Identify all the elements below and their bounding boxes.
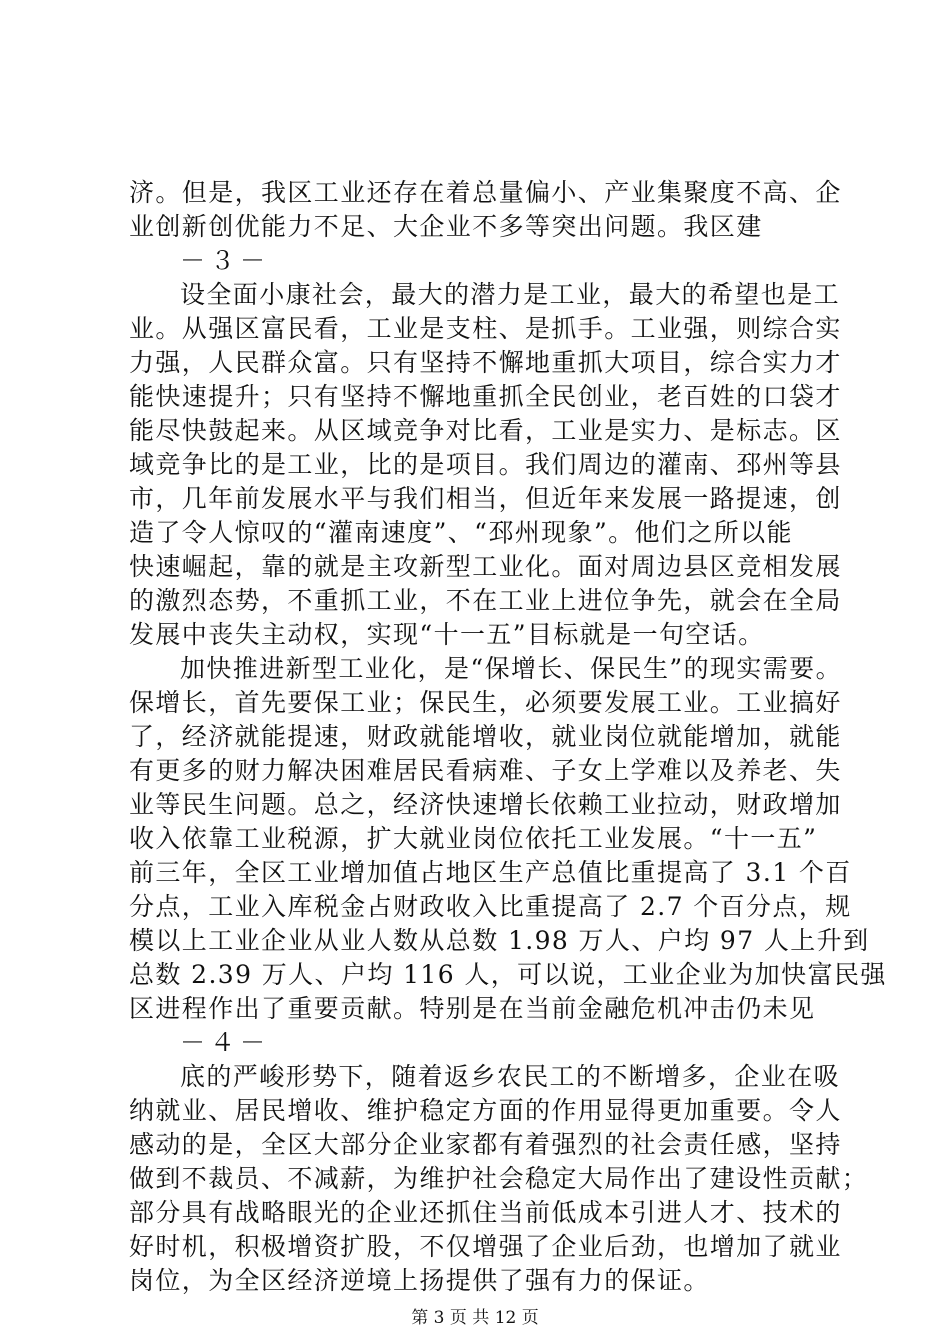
text-line: 的激烈态势，不重抓工业，不在工业上进位争先，就会在全局: [129, 586, 842, 615]
text-line: 保增长，首先要保工业；保民生，必须要发展工业。工业搞好: [129, 688, 842, 717]
text-line: 济。但是，我区工业还存在着总量偏小、产业集聚度不高、企: [129, 178, 842, 207]
text-line: 有更多的财力解决困难居民看病难、子女上学难以及养老、失: [129, 756, 842, 785]
text-line: 感动的是，全区大部分企业家都有着强烈的社会责任感，坚持: [129, 1130, 842, 1159]
paragraph-start: 底的严峻形势下，随着返乡农民工的不断增多，企业在吸: [180, 1062, 841, 1091]
text-line: 区进程作出了重要贡献。特别是在当前金融危机冲击仍未见: [129, 994, 816, 1023]
text-line: 市，几年前发展水平与我们相当，但近年来发展一路提速，创: [129, 484, 842, 513]
text-line: 业等民生问题。总之，经济快速增长依赖工业拉动，财政增加: [129, 790, 842, 819]
page-footer: 第 3 页 共 12 页: [411, 1308, 539, 1328]
text-line: 分点，工业入库税金占财政收入比重提高了 2.7 个百分点，规: [129, 892, 852, 921]
text-line: 域竞争比的是工业，比的是项目。我们周边的灌南、邳州等县: [129, 450, 842, 479]
text-line: 业。从强区富民看，工业是支柱、是抓手。工业强，则综合实: [129, 314, 842, 343]
text-line: 收入依靠工业税源，扩大就业岗位依托工业发展。“十一五”: [129, 824, 818, 853]
text-line: 总数 2.39 万人、户均 116 人，可以说，工业企业为加快富民强: [129, 960, 887, 989]
text-line: 前三年，全区工业增加值占地区生产总值比重提高了 3.1 个百: [129, 858, 852, 887]
text-line: 纳就业、居民增收、维护稳定方面的作用显得更加重要。令人: [129, 1096, 842, 1125]
text-line: 岗位，为全区经济逆境上扬提供了强有力的保证。: [129, 1266, 710, 1295]
text-line: 了，经济就能提速，财政就能增收，就业岗位就能增加，就能: [129, 722, 842, 751]
paragraph-start: 设全面小康社会，最大的潜力是工业，最大的希望也是工: [180, 280, 841, 309]
text-line: 力强，人民群众富。只有坚持不懈地重抓大项目，综合实力才: [129, 348, 842, 377]
text-line: 模以上工业企业从业人数从总数 1.98 万人、户均 97 人上升到: [129, 926, 870, 955]
text-line: 发展中丧失主动权，实现“十一五”目标就是一句空话。: [129, 620, 765, 649]
text-line: 部分具有战略眼光的企业还抓住当前低成本引进人才、技术的: [129, 1198, 842, 1227]
text-line: 快速崛起，靠的就是主攻新型工业化。面对周边县区竞相发展: [129, 552, 842, 581]
text-line: 做到不裁员、不减薪，为维护社会稳定大局作出了建设性贡献；: [129, 1164, 869, 1193]
paragraph-start: 加快推进新型工业化，是“保增长、保民生”的现实需要。: [180, 654, 842, 683]
text-line: 能尽快鼓起来。从区域竞争对比看，工业是实力、是标志。区: [129, 416, 842, 445]
text-line: 业创新创优能力不足、大企业不多等突出问题。我区建: [129, 212, 763, 241]
text-line: 好时机，积极增资扩股，不仅增强了企业后劲，也增加了就业: [129, 1232, 842, 1261]
text-line: 能快速提升；只有坚持不懈地重抓全民创业，老百姓的口袋才: [129, 382, 842, 411]
page-marker: －４－: [180, 1028, 271, 1057]
text-line: 造了令人惊叹的“灌南速度”、“邳州现象”。他们之所以能: [129, 518, 793, 547]
page-marker: －３－: [180, 246, 271, 275]
